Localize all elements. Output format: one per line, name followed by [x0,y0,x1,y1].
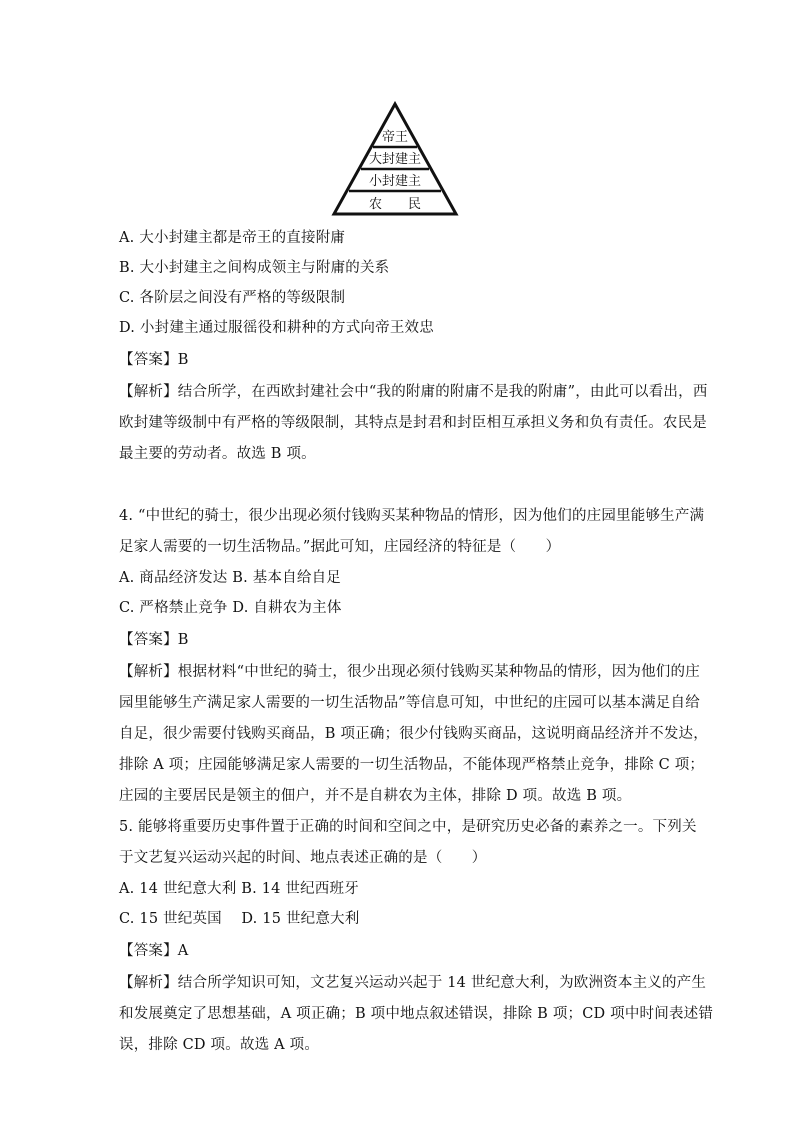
q4-answer: 【答案】B [119,632,189,648]
q5-answer: 【答案】A [119,943,189,959]
pyramid-level-great-lords: 大封建主 [368,152,422,167]
q4-option-ab: A. 商品经济发达 B. 基本自给自足 [119,570,341,586]
q3-analysis-line: 最主要的劳动者。故选 B 项。 [119,446,316,462]
pyramid-level-peasants: 农 民 [368,197,422,212]
q5-stem-line: 于文艺复兴运动兴起的时间、地点表述正确的是（ ） [119,850,487,866]
q4-analysis-line: 排除 A 项；庄园能够满足家人需要的一切生活物品，不能体现严格禁止竞争，排除 C 项； [119,757,705,773]
q4-analysis-line: 园里能够生产满足家人需要的一切生活物品”等信息可知，中世纪的庄园可以基本满足自给 [119,695,700,711]
q5-option-cd: C. 15 世纪英国 D. 15 世纪意大利 [119,911,360,927]
pyramid-level-lesser-lords: 小封建主 [368,174,422,189]
q3-answer: 【答案】B [119,352,189,368]
q4-analysis-line: 【解析】根据材料“中世纪的骑士，很少出现必须付钱购买某种物品的情形，因为他们的庄 [119,664,700,680]
pyramid-level-emperor: 帝王 [381,130,409,145]
q4-option-cd: C. 严格禁止竞争 D. 自耕农为主体 [119,600,342,616]
q3-analysis-line: 【解析】结合所学，在西欧封建社会中“我的附庸的附庸不是我的附庸”，由此可以看出，西 [119,384,708,400]
q3-option-b: B. 大小封建主之间构成领主与附庸的关系 [119,260,390,276]
q5-analysis-line: 和发展奠定了思想基础，A 项正确；B 项中地点叙述错误，排除 B 项；CD 项中时间表述错 [119,1006,714,1022]
q4-stem-line: 4. “中世纪的骑士，很少出现必须付钱购买某种物品的情形，因为他们的庄园里能够生产满 [119,508,705,524]
q5-option-ab: A. 14 世纪意大利 B. 14 世纪西班牙 [119,881,359,897]
q3-option-c: C. 各阶层之间没有严格的等级限制 [119,290,346,306]
q3-option-a: A. 大小封建主都是帝王的直接附庸 [119,230,346,246]
q3-analysis-line: 欧封建等级制中有严格的等级限制，其特点是封君和封臣相互承担义务和负有责任。农民是 [119,415,707,431]
q4-stem-line: 足家人需要的一切生活物品。”据此可知，庄园经济的特征是（ ） [119,539,561,555]
q5-stem-line: 5. 能够将重要历史事件置于正确的时间和空间之中，是研究历史必备的素养之一。下列关 [119,819,697,835]
q5-analysis-line: 【解析】结合所学知识可知，文艺复兴运动兴起于 14 世纪意大利，为欧洲资本主义的产生 [119,975,707,991]
q4-analysis-line: 庄园的主要居民是领主的佃户，并不是自耕农为主体，排除 D 项。故选 B 项。 [119,788,632,804]
q3-option-d: D. 小封建主通过服徭役和耕种的方式向帝王效忠 [119,320,434,336]
q5-analysis-line: 误，排除 CD 项。故选 A 项。 [119,1037,320,1053]
feudal-hierarchy-pyramid [330,101,460,217]
pyramid-figure [330,101,460,217]
q4-analysis-line: 自足，很少需要付钱购买商品，B 项正确；很少付钱购买商品，这说明商品经济并不发达， [119,726,708,742]
